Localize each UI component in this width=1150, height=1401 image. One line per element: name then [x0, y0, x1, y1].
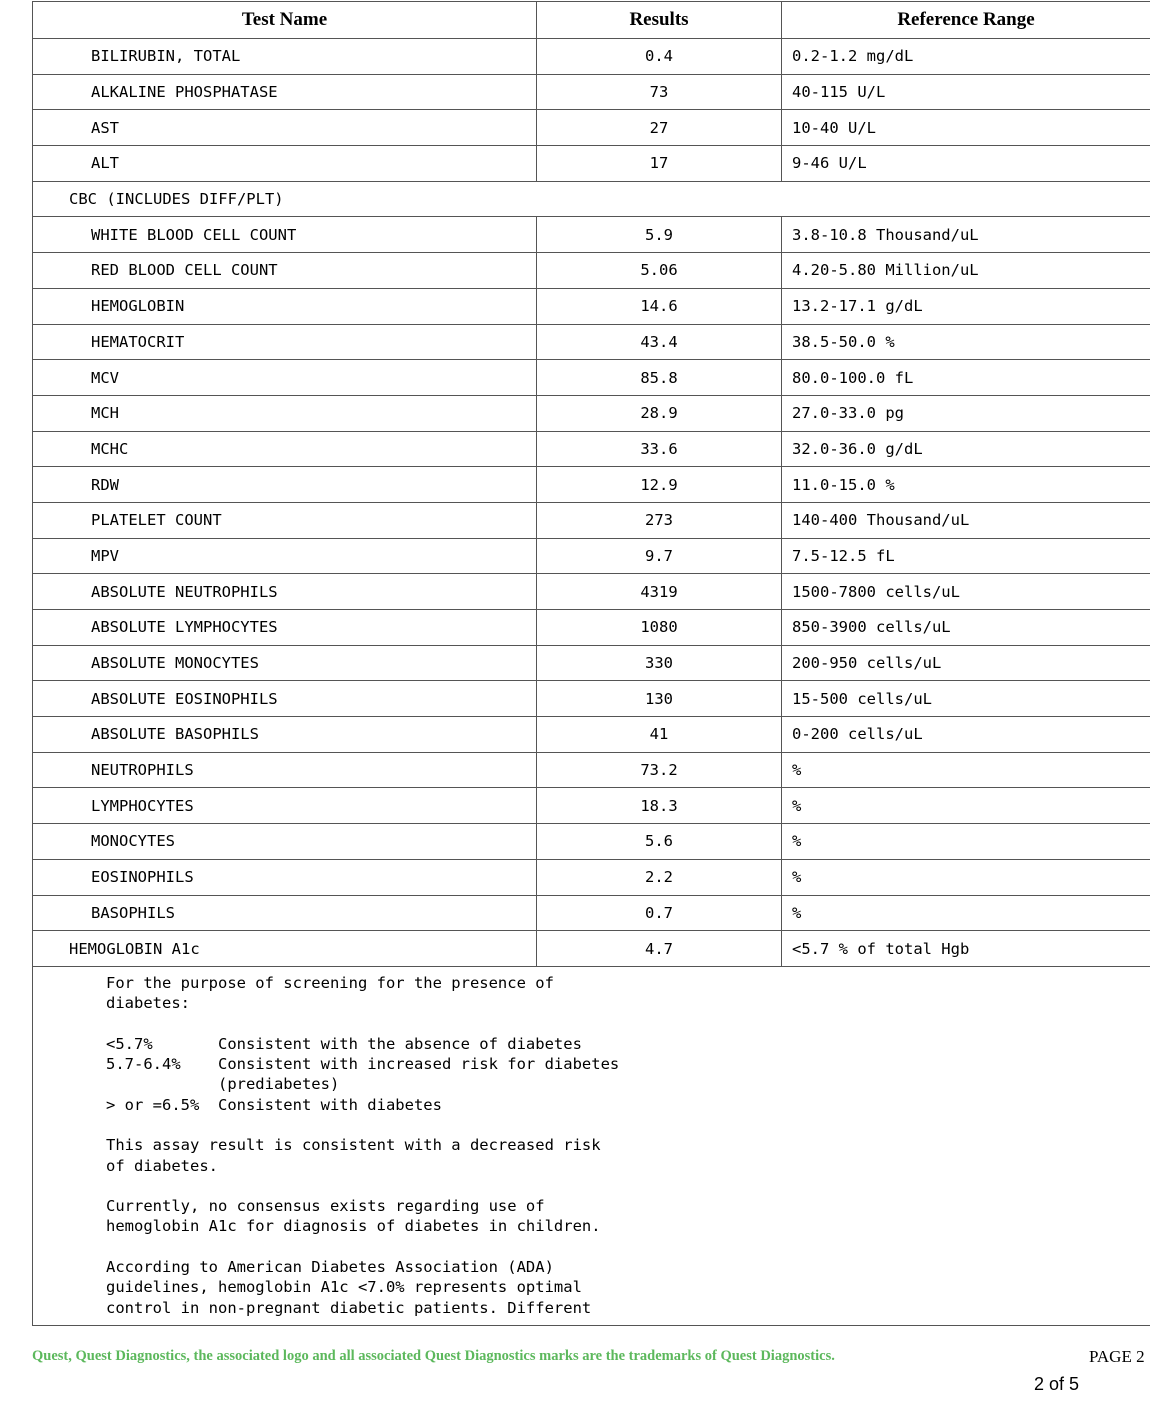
- table-row: [33, 395, 1150, 431]
- table-row: [33, 146, 1150, 182]
- section-title: CBC (INCLUDES DIFF/PLT): [33, 181, 782, 217]
- test-name-cell: ABSOLUTE NEUTROPHILS: [33, 574, 537, 610]
- table-header-row: [33, 2, 1150, 39]
- test-name-cell: PLATELET COUNT: [33, 502, 537, 538]
- table-row: [33, 931, 1150, 967]
- reference-range-cell: 11.0-15.0 %: [782, 467, 1150, 503]
- test-name-cell: ALKALINE PHOSPHATASE: [33, 74, 537, 110]
- test-name-cell: MCHC: [33, 431, 537, 467]
- table-row: [33, 467, 1150, 503]
- test-name-cell: ABSOLUTE BASOPHILS: [33, 717, 537, 753]
- reference-range-cell: 10-40 U/L: [782, 110, 1150, 146]
- table-row: [33, 324, 1150, 360]
- reference-range-cell: %: [782, 824, 1150, 860]
- test-name-cell: RDW: [33, 467, 537, 503]
- test-name-cell: HEMOGLOBIN A1c: [33, 931, 537, 967]
- reference-range-cell: 9-46 U/L: [782, 146, 1150, 182]
- reference-range-cell: %: [782, 895, 1150, 931]
- test-name-cell: HEMATOCRIT: [33, 324, 537, 360]
- reference-range-cell: 40-115 U/L: [782, 74, 1150, 110]
- result-cell: 4.7: [537, 931, 782, 967]
- reference-range-cell: 15-500 cells/uL: [782, 681, 1150, 717]
- table-row: [33, 824, 1150, 860]
- table-row: [33, 574, 1150, 610]
- test-name-cell: EOSINOPHILS: [33, 859, 537, 895]
- reference-range-cell: 140-400 Thousand/uL: [782, 502, 1150, 538]
- table-row: [33, 217, 1150, 253]
- table-row: [33, 502, 1150, 538]
- test-name-cell: ABSOLUTE LYMPHOCYTES: [33, 610, 537, 646]
- result-cell: 5.06: [537, 253, 782, 289]
- test-name-cell: MONOCYTES: [33, 824, 537, 860]
- result-cell: 0.7: [537, 895, 782, 931]
- table-row: [33, 39, 1150, 75]
- page-label: PAGE 2: [1089, 1347, 1145, 1366]
- reference-range-cell: 200-950 cells/uL: [782, 645, 1150, 681]
- test-name-cell: RED BLOOD CELL COUNT: [33, 253, 537, 289]
- reference-range-cell: %: [782, 788, 1150, 824]
- table-row: [33, 895, 1150, 931]
- result-cell: 130: [537, 681, 782, 717]
- table-row: [33, 253, 1150, 289]
- test-name-cell: MPV: [33, 538, 537, 574]
- result-cell: 33.6: [537, 431, 782, 467]
- a1c-interpretation-note: For the purpose of screening for the presence of diabetes: <5.7% Consistent with the absence of diabetes 5.7-6.4% Consistent with increased risk for diabetes (prediabetes) > or =6.5% Consistent with diabetes This assay result is consistent with a decreased risk of diabetes. Currently, no consensus exists regarding use of hemoglobin A1c for diagnosis of diabetes in children. According to American Diabetes Association (ADA) guidelines, hemoglobin A1c <7.0% represents optimal control in non-pregnant diabetic patients. Different: [106, 973, 620, 1317]
- result-cell: 18.3: [537, 788, 782, 824]
- result-cell: 41: [537, 717, 782, 753]
- reference-range-cell: 1500-7800 cells/uL: [782, 574, 1150, 610]
- reference-range-cell: 0-200 cells/uL: [782, 717, 1150, 753]
- table-row: [33, 752, 1150, 788]
- result-cell: 73.2: [537, 752, 782, 788]
- result-cell: 330: [537, 645, 782, 681]
- section-empty-cell: [782, 181, 1150, 217]
- reference-range-cell: 850-3900 cells/uL: [782, 610, 1150, 646]
- reference-range-cell: %: [782, 859, 1150, 895]
- test-name-cell: ABSOLUTE EOSINOPHILS: [33, 681, 537, 717]
- result-cell: 27: [537, 110, 782, 146]
- table-row: [33, 717, 1150, 753]
- reference-range-cell: 3.8-10.8 Thousand/uL: [782, 217, 1150, 253]
- result-cell: 4319: [537, 574, 782, 610]
- result-cell: 12.9: [537, 467, 782, 503]
- table-row: [33, 610, 1150, 646]
- result-cell: 5.6: [537, 824, 782, 860]
- test-name-cell: MCH: [33, 395, 537, 431]
- reference-range-cell: 80.0-100.0 fL: [782, 360, 1150, 396]
- result-cell: 43.4: [537, 324, 782, 360]
- header-results: Results: [537, 2, 782, 39]
- test-name-cell: WHITE BLOOD CELL COUNT: [33, 217, 537, 253]
- reference-range-cell: 4.20-5.80 Million/uL: [782, 253, 1150, 289]
- reference-range-cell: 13.2-17.1 g/dL: [782, 288, 1150, 324]
- trademark-notice: Quest, Quest Diagnostics, the associated logo and all associated Quest Diagnostics marks are the trademarks of Quest Diagnostics.: [32, 1348, 835, 1364]
- table-row: [33, 288, 1150, 324]
- reference-range-cell: 38.5-50.0 %: [782, 324, 1150, 360]
- reference-range-cell: 0.2-1.2 mg/dL: [782, 39, 1150, 75]
- a1c-note-cell: [33, 966, 1150, 1325]
- table-section-row: [33, 181, 1150, 217]
- test-name-cell: BILIRUBIN, TOTAL: [33, 39, 537, 75]
- reference-range-cell: 32.0-36.0 g/dL: [782, 431, 1150, 467]
- reference-range-cell: 27.0-33.0 pg: [782, 395, 1150, 431]
- result-cell: 9.7: [537, 538, 782, 574]
- table-row: [33, 538, 1150, 574]
- reference-range-cell: %: [782, 752, 1150, 788]
- table-row: [33, 788, 1150, 824]
- result-cell: 85.8: [537, 360, 782, 396]
- result-cell: 73: [537, 74, 782, 110]
- lab-results-table: [32, 1, 1150, 1326]
- table-row: [33, 110, 1150, 146]
- test-name-cell: ALT: [33, 146, 537, 182]
- table-row: [33, 431, 1150, 467]
- result-cell: 0.4: [537, 39, 782, 75]
- lab-results-table-container: [32, 1, 1150, 1326]
- page-count: 2 of 5: [1034, 1374, 1080, 1394]
- result-cell: 5.9: [537, 217, 782, 253]
- result-cell: 17: [537, 146, 782, 182]
- test-name-cell: LYMPHOCYTES: [33, 788, 537, 824]
- table-row: [33, 360, 1150, 396]
- result-cell: 273: [537, 502, 782, 538]
- result-cell: 2.2: [537, 859, 782, 895]
- test-name-cell: ABSOLUTE MONOCYTES: [33, 645, 537, 681]
- table-row: [33, 74, 1150, 110]
- header-reference-range: Reference Range: [782, 2, 1150, 39]
- reference-range-cell: <5.7 % of total Hgb: [782, 931, 1150, 967]
- table-row: [33, 645, 1150, 681]
- test-name-cell: HEMOGLOBIN: [33, 288, 537, 324]
- test-name-cell: MCV: [33, 360, 537, 396]
- test-name-cell: NEUTROPHILS: [33, 752, 537, 788]
- a1c-note-row: [33, 966, 1150, 1325]
- result-cell: 28.9: [537, 395, 782, 431]
- reference-range-cell: 7.5-12.5 fL: [782, 538, 1150, 574]
- result-cell: 14.6: [537, 288, 782, 324]
- test-name-cell: AST: [33, 110, 537, 146]
- result-cell: 1080: [537, 610, 782, 646]
- test-name-cell: BASOPHILS: [33, 895, 537, 931]
- table-row: [33, 681, 1150, 717]
- table-row: [33, 859, 1150, 895]
- header-test-name: Test Name: [33, 2, 537, 39]
